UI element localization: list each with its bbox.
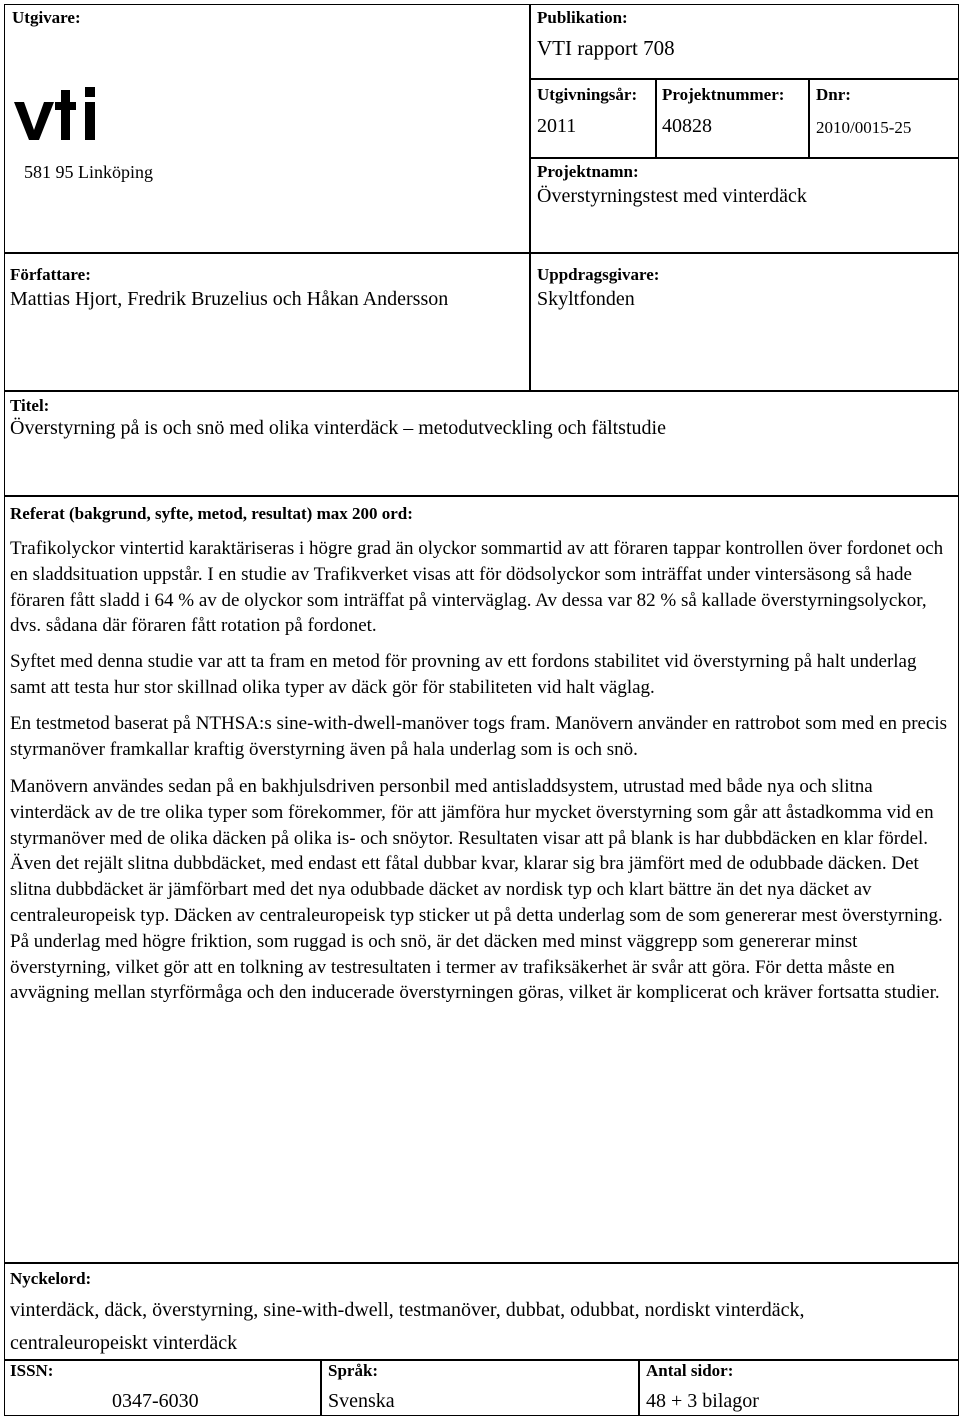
issn-value: 0347-6030 [112, 1390, 199, 1412]
title-value: Överstyrning på is och snö med olika vinterdäck – metodutveckling och fältstudie [10, 417, 666, 439]
divider [4, 1262, 959, 1264]
abstract-paragraph: Manövern användes sedan på en bakhjulsdriven personbil med antisladdsystem, utrustad med både nya och slitna vinterdäck av de tre olika typer som förekommer, för att jämföra hur mycket överstyrning som går att åstadkomma vid en styrmanöver med de olika däcken på olika is- och snöytor. Resultaten visar att på blank is har dubbdäcken en klar fördel. Även det rejält slitna dubbdäcket, med endast ett fåtal dubbar kvar, klarar sig bra jämfört med de odubbade däcken. Det slitna dubbdäcket är jämförbart med det nya odubbade däcket av nordisk typ och klart bättre än det nya däcket av centraleuropeisk typ. Däcken av centraleuropeisk typ sticker ut på detta underlag som de som genererar mest överstyrning. På underlag med högre friktion, som ruggad is och snö, är det däcken med minst väggrepp som genererar minst överstyrning, vilket gör att en tolkning av testresultaten i termer av trafiksäkerhet är svår att göra. För detta måste en avvägning mellan styrförmåga och den inducerade överstyrningen göras, vilket är komplicerat och kräver fortsatta studier. [10, 776, 943, 1004]
publisher-label: Utgivare: [12, 8, 81, 27]
publisher-address: 581 95 Linköping [24, 162, 153, 182]
divider [808, 78, 810, 158]
divider [530, 78, 959, 80]
divider [4, 495, 959, 497]
dnr-value: 2010/0015-25 [816, 118, 912, 137]
title-label: Titel: [10, 396, 50, 415]
publication-value: VTI rapport 708 [537, 36, 675, 60]
year-value: 2011 [537, 115, 577, 137]
form-frame [4, 4, 959, 1416]
divider [4, 390, 959, 392]
keywords-line-2: centraleuropeiskt vinterdäck [10, 1332, 238, 1354]
pages-value: 48 + 3 bilagor [646, 1390, 759, 1412]
abstract-paragraph: Syftet med denna studie var att ta fram en metod för provning av ett fordons stabilitet vid överstyrning på halt underlag samt att testa hur stor skillnad olika typer av däck gör för stabiliteten vid halt väglag. [10, 651, 917, 698]
authors-value: Mattias Hjort, Fredrik Bruzelius och Håkan Andersson [10, 288, 449, 310]
divider [320, 1359, 322, 1416]
language-label: Språk: [328, 1361, 379, 1380]
issn-label: ISSN: [10, 1361, 54, 1380]
authors-label: Författare: [10, 265, 91, 284]
divider [4, 1359, 959, 1361]
divider [530, 157, 959, 159]
project-number-value: 40828 [662, 115, 712, 137]
language-value: Svenska [328, 1390, 395, 1412]
project-number-label: Projektnummer: [662, 85, 785, 104]
year-label: Utgivningsår: [537, 85, 638, 104]
pages-label: Antal sidor: [646, 1361, 734, 1380]
divider [4, 252, 959, 254]
project-name-label: Projektnamn: [537, 162, 639, 181]
vti-logo [14, 86, 100, 142]
abstract-paragraph: Trafikolyckor vintertid karaktäriseras i högre grad än olyckor sommartid av att föraren tappar kontrollen över fordonet och en sladdsituation uppstår. I en studie av Trafikverket visas att för dödsolyckor som inträffat under vintersäsong så hade föraren fått sladd i 64 % av de olyckor som inträffat på vinterväglag. Av dessa var 82 % så kallade överstyrningsolyckor, dvs. sådana där föraren fått rotation på fordonet. [10, 538, 944, 637]
divider [655, 78, 657, 158]
dnr-label: Dnr: [816, 85, 851, 104]
keywords-label: Nyckelord: [10, 1269, 92, 1288]
divider [529, 4, 531, 391]
publication-label: Publikation: [537, 8, 628, 27]
keywords-line-1: vinterdäck, däck, överstyrning, sine-with-dwell, testmanöver, dubbat, odubbat, nordiskt vinterdäck, [10, 1299, 805, 1321]
commissioner-label: Uppdragsgivare: [537, 265, 660, 284]
commissioner-value: Skyltfonden [537, 288, 635, 310]
divider [638, 1359, 640, 1416]
project-name-value: Överstyrningstest med vinterdäck [537, 185, 807, 207]
abstract-label: Referat (bakgrund, syfte, metod, resultat) max 200 ord: [10, 504, 413, 523]
abstract-paragraph: En testmetod baserat på NTHSA:s sine-with-dwell-manöver togs fram. Manövern använder en rattrobot som med en precis styrmanöver framkallar kraftig överstyrning även på hala underlag som is och snö. [10, 713, 948, 760]
